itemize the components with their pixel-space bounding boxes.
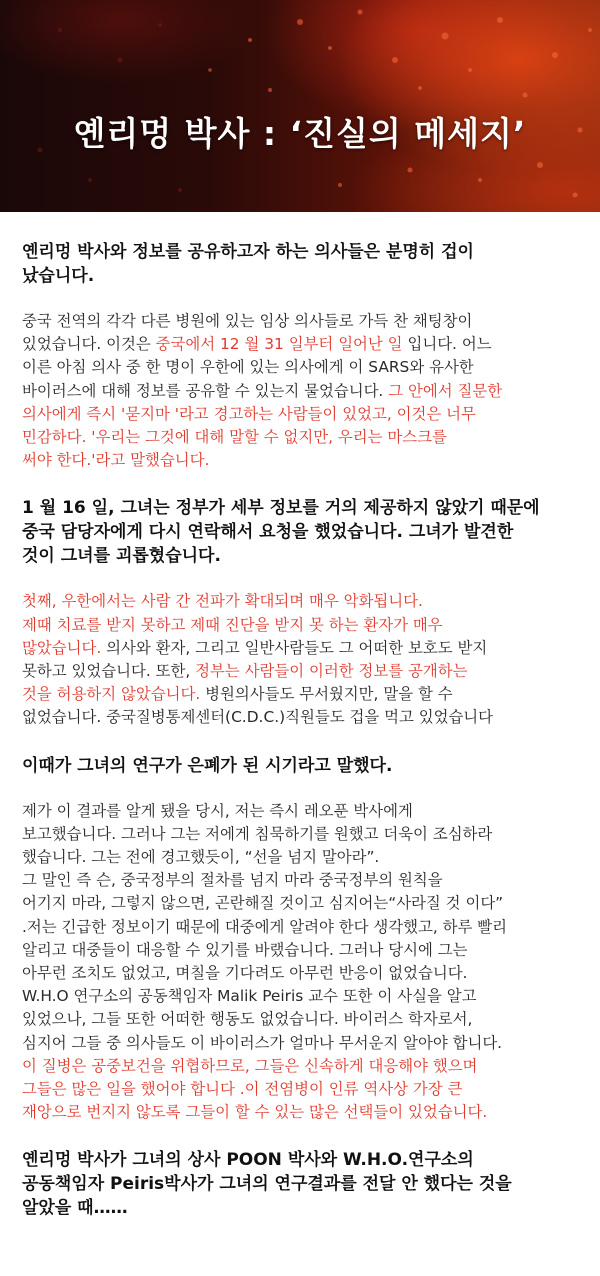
highlighted-text: 그들은 많은 일을 했어야 합니다 .이 전염병이 인류 역사상 가장 큰 xyxy=(22,1080,463,1099)
paragraph-line xyxy=(22,310,600,333)
paragraph-line xyxy=(22,660,600,683)
text-segment: 중국 전역의 각각 다른 병원에 있는 임상 의사들로 가득 찬 채팅창이 xyxy=(22,312,473,330)
heading-line: 중국 담당자에게 다시 연락해서 요청을 했었습니다. 그녀가 발견한 xyxy=(22,522,514,543)
body-paragraph xyxy=(22,800,600,1125)
paragraph-line xyxy=(22,1078,600,1101)
paragraph-line xyxy=(22,333,600,356)
section-heading xyxy=(22,240,600,288)
heading-line: 공동책임자 Peiris박사가 그녀의 연구결과를 전달 안 했다는 것을 xyxy=(22,1174,512,1195)
text-segment: 있었습니다. 이것은 xyxy=(22,335,156,354)
paragraph-line xyxy=(22,356,600,379)
text-segment: 바이러스에 대해 정보를 공유할 수 있는지 물었습니다. xyxy=(22,381,389,400)
paragraph-line xyxy=(22,426,600,449)
text-segment: 보고했습니다. 그러나 그는 저에게 침묵하기를 원했고 더욱이 조심하라 xyxy=(22,824,493,843)
text-segment: 알리고 대중들이 대응할 수 있기를 바랬습니다. 그러나 당시에 그는 xyxy=(22,940,468,959)
heading-line: 알았을 때…… xyxy=(22,1198,128,1219)
text-segment: 아무런 조치도 없었고, 며칠을 기다려도 아무런 반응이 없었습니다. xyxy=(22,964,468,983)
paragraph-line xyxy=(22,892,600,915)
highlighted-text: 써야 한다.'라고 말했습니다. xyxy=(22,451,210,470)
article-body xyxy=(0,212,600,1220)
section-heading xyxy=(22,754,600,778)
decorative-particles xyxy=(0,0,600,212)
paragraph-line xyxy=(22,800,600,823)
paragraph-line xyxy=(22,614,600,637)
heading-line: 옌리멍 박사와 정보를 공유하고자 하는 의사들은 분명히 겁이 xyxy=(22,242,474,262)
text-segment: 그 말인 즉 슨, 중국정부의 절차를 넘지 마라 중국정부의 원칙을 xyxy=(22,871,443,890)
heading-line: 것이 그녀를 괴롭혔습니다. xyxy=(22,546,221,567)
text-segment: W.H.O 연구소의 공동책임자 Malik Peiris 교수 또한 이 사실을 알고 xyxy=(22,987,477,1006)
heading-line: 났습니다. xyxy=(22,266,95,286)
text-segment: 이른 아침 의사 중 한 명이 우한에 있는 의사에게 이 SARS와 유사한 xyxy=(22,358,474,377)
text-segment: 의사와 환자, 그리고 일반사람들도 그 어떠한 보호도 받지 xyxy=(101,638,488,657)
highlighted-text: 민감하다. '우리는 그것에 대해 말할 수 없지만, 우리는 마스크를 xyxy=(22,428,447,447)
paragraph-line xyxy=(22,1008,600,1031)
body-paragraph xyxy=(22,310,600,472)
heading-line: 옌리멍 박사가 그녀의 상사 POON 박사와 W.H.O.연구소의 xyxy=(22,1150,474,1171)
paragraph-line xyxy=(22,985,600,1008)
paragraph-line xyxy=(22,1055,600,1078)
highlighted-text: 제때 치료를 받지 못하고 제때 진단을 받지 못 하는 환자가 매우 xyxy=(22,615,443,634)
highlighted-text: 중국에서 12 월 31 일부터 일어난 일 xyxy=(155,335,403,354)
section-heading xyxy=(22,496,600,568)
highlighted-text: 정부는 사람들이 이러한 정보를 공개하는 xyxy=(195,662,468,681)
highlighted-text: 첫째, 우한에서는 사람 간 전파가 확대되며 매우 악화됩니다. xyxy=(22,592,423,611)
paragraph-line xyxy=(22,962,600,985)
paragraph-line xyxy=(22,823,600,846)
highlighted-text: 많았습니다. xyxy=(22,638,102,657)
section-heading xyxy=(22,1148,600,1220)
text-segment: 했습니다. 그는 전에 경고했듯이, “선을 넘지 말아라”. xyxy=(22,848,380,867)
paragraph-line xyxy=(22,683,600,706)
highlighted-text: 것을 허용하지 않았습니다. xyxy=(22,685,201,704)
header-banner xyxy=(0,0,600,212)
paragraph-line xyxy=(22,1101,600,1124)
paragraph-line xyxy=(22,449,600,472)
paragraph-line xyxy=(22,869,600,892)
paragraph-line xyxy=(22,590,600,613)
paragraph-line xyxy=(22,403,600,426)
paragraph-line xyxy=(22,1032,600,1055)
highlighted-text: 재앙으로 번지지 않도록 그들이 할 수 있는 많은 선택들이 있었습니다. xyxy=(22,1103,488,1122)
page-title: 옌리멍 박사 : ‘진실의 메세지’ xyxy=(73,114,527,153)
text-segment: 심지어 그들 중 의사들도 이 바이러스가 얼마나 무서운지 알아야 합니다. xyxy=(22,1033,503,1052)
text-segment: 어기지 마라, 그렇지 않으면, 곤란해질 것이고 심지어는“사라질 것 이다” xyxy=(22,894,504,913)
heading-line: 이때가 그녀의 연구가 은폐가 된 시기라고 말했다. xyxy=(22,755,393,776)
text-segment: 입니다. 어느 xyxy=(402,335,492,354)
text-segment: .저는 긴급한 정보이기 때문에 대중에게 알려야 한다 생각했고, 하루 빨리 xyxy=(22,917,507,936)
text-segment: 있었으나, 그들 또한 어떠한 행동도 없었습니다. 바이러스 학자로서, xyxy=(22,1010,473,1029)
highlighted-text: 이 질병은 공중보건을 위협하므로, 그들은 신속하게 대응해야 했으며 xyxy=(22,1056,478,1075)
text-segment: 못하고 있었습니다. 또한, xyxy=(22,662,196,681)
paragraph-line xyxy=(22,846,600,869)
text-segment: 병원의사들도 무서웠지만, 말을 할 수 xyxy=(200,685,453,704)
text-segment: 없었습니다. 중국질병통제센터(C.D.C.)직원들도 겁을 먹고 있었습니다 xyxy=(22,708,494,727)
paragraph-line xyxy=(22,706,600,729)
heading-line: 1 월 16 일, 그녀는 정부가 세부 정보를 거의 제공하지 않았기 때문에 xyxy=(22,498,540,519)
highlighted-text: 의사에게 즉시 '묻지마 '라고 경고하는 사람들이 있었고, 이것은 너무 xyxy=(22,404,476,423)
paragraph-line xyxy=(22,939,600,962)
body-paragraph xyxy=(22,590,600,729)
text-segment: 제가 이 결과를 알게 됐을 당시, 저는 즉시 레오푼 박사에게 xyxy=(22,801,413,820)
highlighted-text: 그 안에서 질문한 xyxy=(388,381,503,400)
paragraph-line xyxy=(22,916,600,939)
paragraph-line xyxy=(22,637,600,660)
paragraph-line xyxy=(22,380,600,403)
